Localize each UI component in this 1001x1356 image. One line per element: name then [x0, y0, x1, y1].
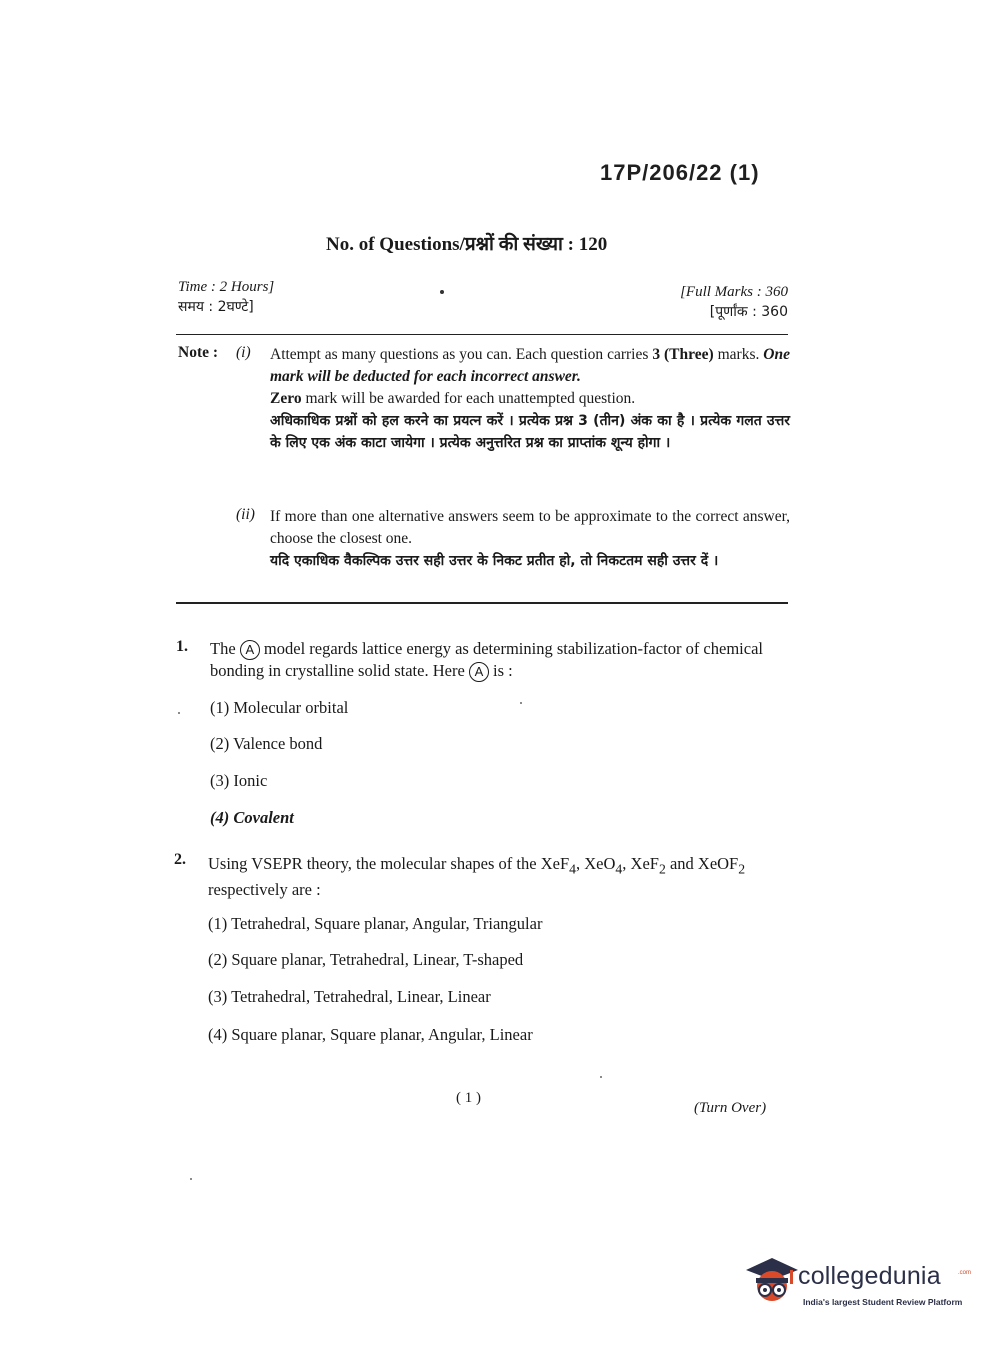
- circled-a-icon: A: [469, 662, 489, 682]
- option: (2) Square planar, Tetrahedral, Linear, T-shaped: [208, 950, 524, 969]
- collegedunia-logo-com: .com: [958, 1270, 972, 1276]
- circled-a-icon: A: [240, 640, 260, 660]
- note-ii-en: If more than one alternative answers seem to be approximate to the correct answer, choose the closest one.: [270, 508, 790, 547]
- scan-speck: [178, 712, 180, 714]
- page-number: ( 1 ): [456, 1090, 481, 1106]
- note-i-en-2: marks.: [713, 346, 764, 363]
- q2-sub2: 4: [615, 861, 623, 877]
- q1-text-c: is :: [493, 661, 513, 681]
- question-number: 1.: [176, 638, 188, 655]
- question-text: [210, 638, 790, 682]
- note-i-hindi: अधिकाधिक प्रश्नों को हल करने का प्रयत्न करें । प्रत्येक प्रश्न 3 (तीन) अंक का है । प्रत्येक गलत उत्तर के लिए एक अंक काटा जायेगा । प्रत्येक अनुत्तरित प्रश्न का प्राप्तांक शून्य होगा ।: [270, 413, 790, 451]
- collegedunia-tagline: India's largest Student Review Platform: [803, 1297, 963, 1307]
- collegedunia-logo-text: collegedunia: [798, 1262, 941, 1290]
- q2-sub3: 2: [658, 861, 666, 877]
- note-i-en-bi: One mark will be deducted for each incorrect answer.: [270, 346, 790, 385]
- note-i-en-zero: Zero: [270, 390, 302, 407]
- q2-text5: respectively are :: [208, 880, 321, 900]
- question-text: [208, 853, 793, 900]
- option: (4) Square planar, Square planar, Angular, Linear: [208, 1025, 533, 1044]
- marks-en: [Full Marks : 360: [680, 284, 788, 300]
- note-i-en-bold: 3 (Three): [652, 346, 714, 363]
- option: (2) Valence bond: [210, 734, 323, 753]
- q2-sub4: 2: [738, 861, 746, 877]
- note-label: Note :: [178, 344, 219, 361]
- marks-block: [660, 282, 788, 322]
- time-en: Time : 2 Hours]: [178, 279, 275, 295]
- note-i-en-1: Attempt as many questions as you can. Each question carries: [270, 346, 653, 363]
- note-i-text: [270, 344, 790, 454]
- note-i-label: (i): [236, 344, 251, 361]
- scan-speck: [190, 1178, 192, 1180]
- option: (3) Ionic: [210, 771, 268, 790]
- q1-text-b: model regards lattice energy as determining stabilization-factor of chemical bonding in crystalline solid state. Here: [210, 639, 763, 681]
- scan-speck: [520, 702, 522, 704]
- scan-speck: [600, 1076, 602, 1078]
- q1-text-a: The: [210, 639, 236, 658]
- paper-code: 17P/206/22 (1): [600, 160, 760, 185]
- option: (3) Tetrahedral, Tetrahedral, Linear, Linear: [208, 987, 491, 1006]
- time-hi: समय : 2घण्टे]: [178, 299, 254, 315]
- note-ii-label: (ii): [236, 506, 255, 523]
- option: (4) Covalent: [210, 808, 294, 827]
- questions-count: No. of Questions/प्रश्नों की संख्या : 120: [326, 234, 608, 255]
- note-i-en-3: mark will be awarded for each unattempted question.: [301, 390, 636, 407]
- q2-text4: and XeOF: [665, 854, 739, 873]
- option: (1) Molecular orbital: [210, 698, 349, 717]
- q2-text3: , XeF: [622, 854, 659, 873]
- option: (1) Tetrahedral, Square planar, Angular, Triangular: [208, 914, 543, 933]
- note-ii-text: [270, 506, 790, 572]
- turn-over: (Turn Over): [694, 1100, 767, 1116]
- time-block: [178, 277, 274, 317]
- divider-top: [176, 334, 788, 335]
- collegedunia-mascot-icon: [742, 1252, 802, 1312]
- q2-text: Using VSEPR theory, the molecular shapes of the XeF: [208, 854, 570, 873]
- note-ii-hindi: यदि एकाधिक वैकल्पिक उत्तर सही उत्तर के निकट प्रतीत हो, तो निकटतम सही उत्तर दें ।: [270, 553, 719, 569]
- question-number: 2.: [174, 851, 186, 868]
- stray-dot: [440, 290, 444, 294]
- q2-text2: , XeO: [576, 854, 616, 873]
- marks-hi: [पूर्णांक : 360: [709, 304, 788, 320]
- q2-sub1: 4: [569, 861, 576, 877]
- divider-notes: [176, 602, 788, 604]
